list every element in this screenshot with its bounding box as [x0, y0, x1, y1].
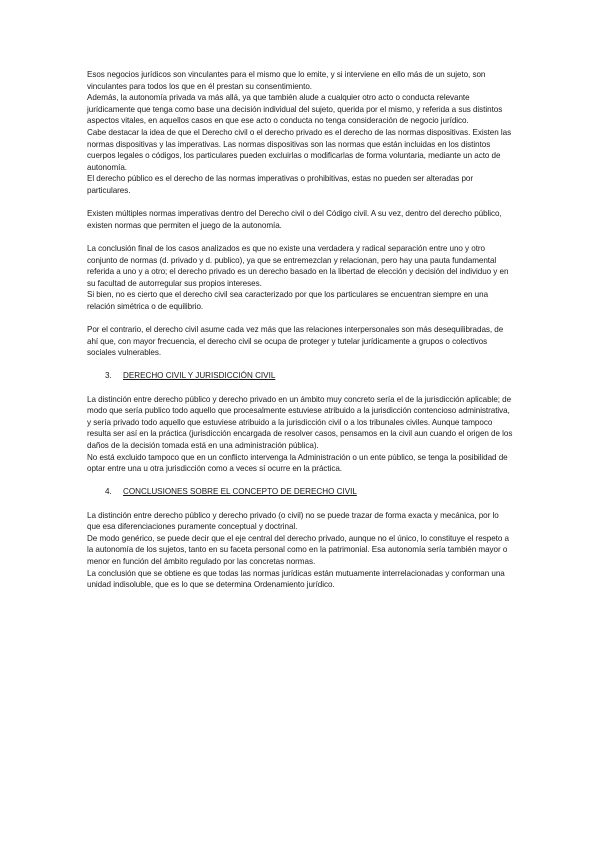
paragraph: Si bien, no es cierto que el derecho civil sea caracterizado por que los particulares se encuentran siempre en una relación simétrica o de equilibrio.: [87, 290, 489, 311]
paragraph-gap: [87, 197, 513, 209]
paragraph-gap: [87, 359, 513, 371]
paragraph: Además, la autonomía privada va más allá, ya que también alude a cualquier otro acto o conducta relevante jurídicamente que tenga como base una decisión individual del sujeto, querida por el mismo, y referida a sus distintos aspectos vitales, en aquellos casos en que ese acto o conducta no tenga consideración de negocio jurídico.: [87, 93, 503, 126]
paragraph: La conclusión que se obtiene es que todas las normas jurídicas están mutuamente interrelacionadas y conforman una unidad indisoluble, que es lo que se determina Ordenamiento jurídico.: [87, 568, 505, 590]
section-heading-3: [87, 370, 513, 382]
paragraph: Esos negocios jurídicos son vinculantes para el mismo que lo emite, y si interviene en ello más de un sujeto, son vinculantes para todos los que en él prestan su consentimiento.: [87, 70, 486, 91]
paragraph-gap: [87, 312, 513, 324]
paragraph: Cabe destacar la idea de que el Derecho civil o el derecho privado es el derecho de las normas dispositivas. Existen las normas dispositivas y las imperativas. Las normas dispositivas son las normas que están incluidas en los distintos cuerpos legales o códigos, los particulares pueden excluirlas o modificarlas de forma voluntaria, mediante un acto de autonomía.: [87, 127, 512, 172]
paragraph: No está excluido tampoco que en un conflicto intervenga la Administración o un ente público, se tenga la posibilidad de optar entre una u otra jurisdicción como a veces sí ocurre en la práctica.: [87, 452, 508, 474]
paragraph-gap: [87, 475, 513, 487]
paragraph: La distinción entre derecho público y derecho privado (o civil) no se puede trazar de forma exacta y mecánica, por lo que esa diferenciaciones puramente conceptual y doctrinal.: [87, 510, 499, 532]
section-number: 4.: [105, 487, 112, 497]
section-number: 3.: [105, 371, 112, 381]
paragraph: La conclusión final de los casos analizados es que no existe una verdadera y radical separación entre uno y otro conjunto de normas (d. privado y d. publico), ya que se entremezclan y relacionan, pero hay una pauta fundamental referida a uno y a otro; el derecho privado es un derecho basado en la libertad de elección y decisión del individuo y en su facultad de autorregular sus propios intereses.: [87, 243, 509, 288]
paragraph: Por el contrario, el derecho civil asume cada vez más que las relaciones interpersonales son más desequilibradas, de ahí que, con mayor frecuencia, el derecho civil se ocupa de proteger y tutelar jurídicamente a grupos o colectivos sociales vulnerables.: [87, 325, 504, 358]
paragraph: El derecho público es el derecho de las normas imperativas o prohibitivas, estas no pueden ser alteradas por particulares.: [87, 174, 474, 195]
paragraph: Existen múltiples normas imperativas dentro del Derecho civil o del Código civil. A su vez, dentro del derecho público, existen normas que permiten el juego de la autonomía.: [87, 209, 502, 230]
section-heading-4: [87, 486, 513, 498]
paragraph: De modo genérico, se puede decir que el eje central del derecho privado, aunque no el único, lo constituye el respeto a la autonomía de los sujetos, tanto en su faceta personal como en la patrimonial. Esa autonomía sería también mayor o menor en función del ámbito regulado por las concretas normas.: [87, 533, 509, 566]
section-title: CONCLUSIONES SOBRE EL CONCEPTO DE DERECHO CIVIL: [123, 487, 357, 497]
paragraph-gap: [87, 498, 513, 510]
section-title: DERECHO CIVIL Y JURISDICCIÓN CIVIL: [123, 371, 276, 381]
paragraph-gap: [87, 382, 513, 394]
paragraph-gap: [87, 231, 513, 243]
paragraph: La distinción entre derecho público y derecho privado en un ámbito muy concreto sería el de la jurisdicción aplicable; de modo que sería publico todo aquello que procesalmente estuviese atribuido a la jurisdicción contencioso administrativa, y sería privado todo aquello que estuviese atribuido a la jurisdicción civil o a los tribunales civiles. Aunque tampoco resulta ser así en la práctica (jurisdicción encargada de resolver casos, pensamos en la civil aun cuando el origen de los daños de la decisión tomada está en una administración pública).: [87, 394, 513, 450]
